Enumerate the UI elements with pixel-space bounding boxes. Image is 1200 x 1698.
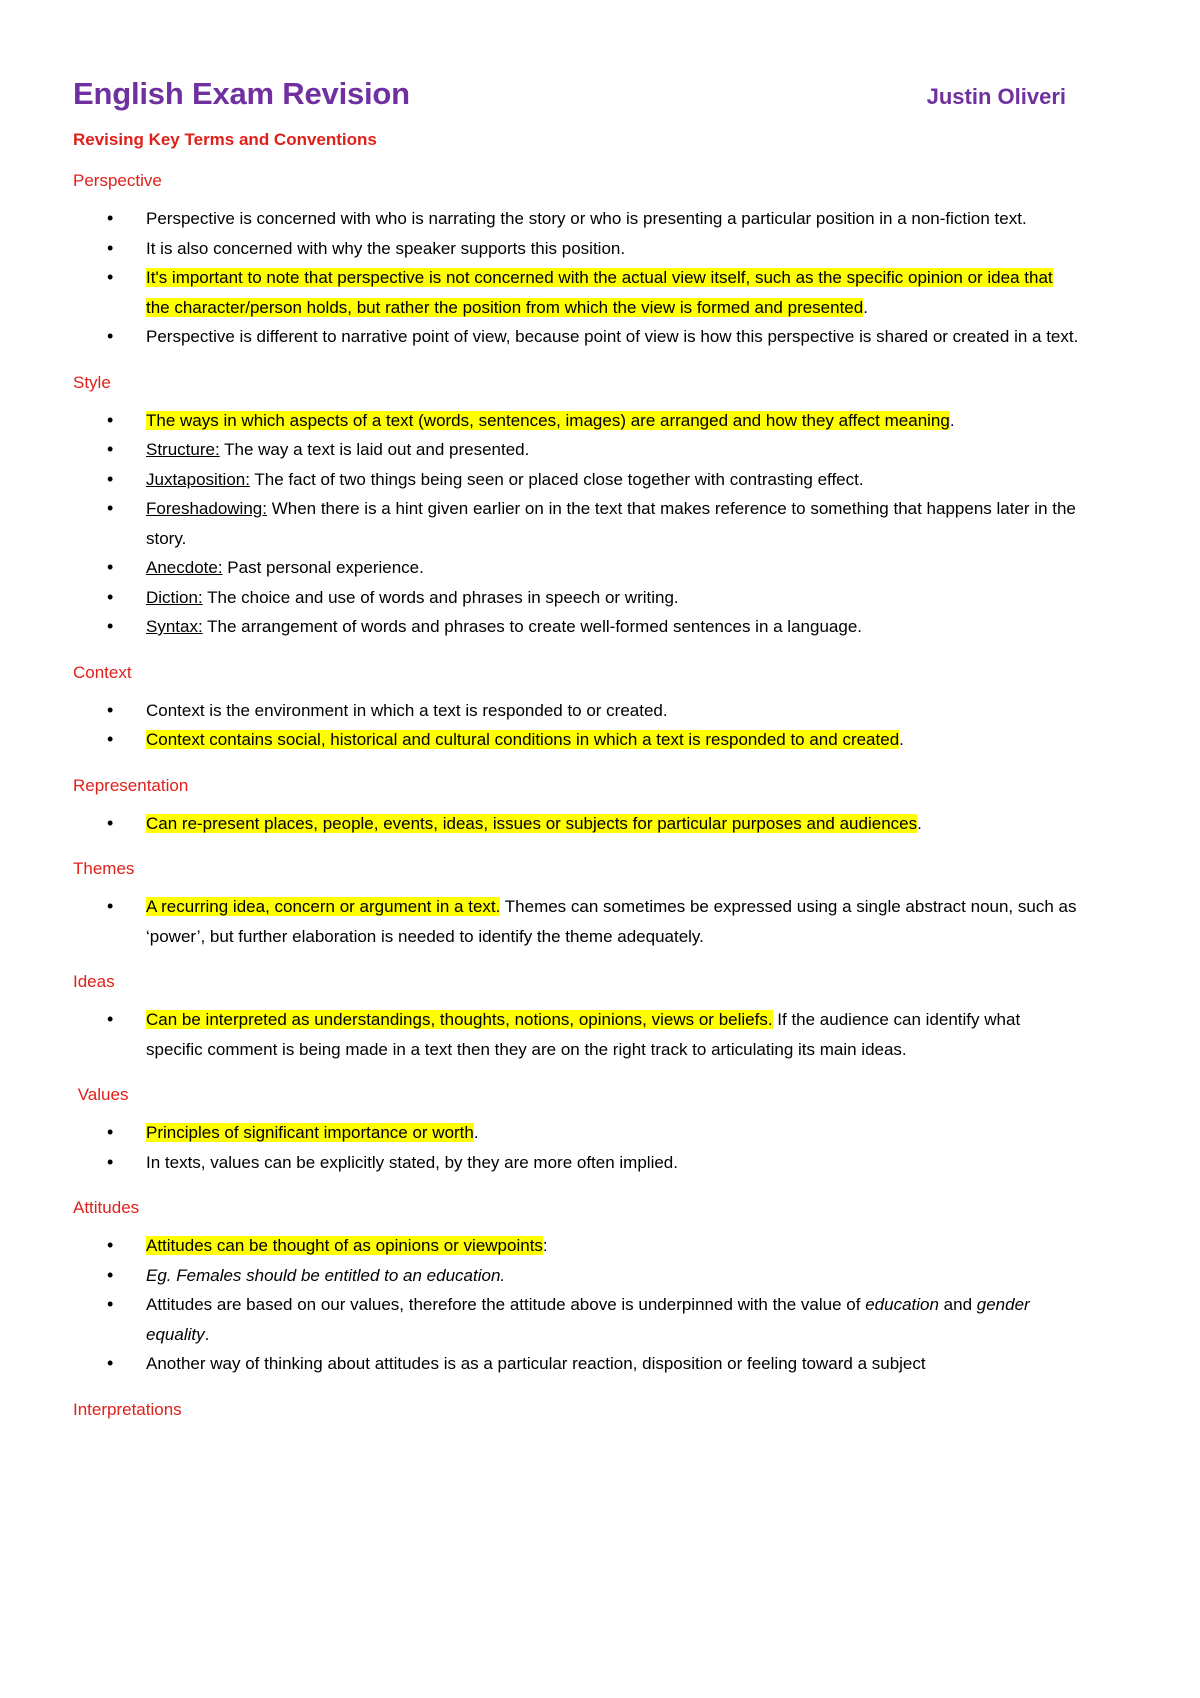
list-item [146, 1118, 1080, 1148]
heading-style: Style [73, 372, 111, 392]
list-item [146, 435, 1080, 465]
bullet-text: . [473, 1123, 479, 1142]
context-list [73, 696, 1080, 755]
term-label: Structure: [146, 440, 220, 459]
list-item [146, 263, 1080, 322]
term-definition: When there is a hint given earlier on in the text that makes reference to something that happens later in the story. [146, 499, 1076, 548]
bullet-text: Themes can sometimes be expressed using a single abstract noun, such as ‘power’, but further elaboration is needed to identify the theme adequately. [146, 897, 1077, 946]
values-list [73, 1118, 1080, 1177]
document-title: English Exam Revision [73, 76, 410, 111]
list-item [146, 1231, 1080, 1261]
bullet-text: . [204, 1324, 210, 1344]
bullet-text: Perspective is concerned with who is narrating the story or who is presenting a particular position in a non-fiction text. [146, 209, 1027, 228]
bullet-text: In texts, values can be explicitly stated, by they are more often implied. [146, 1152, 678, 1172]
term-definition: The arrangement of words and phrases to create well-formed sentences in a language. [202, 617, 862, 636]
list-item [146, 1349, 1080, 1379]
term-definition: The choice and use of words and phrases in speech or writing. [202, 587, 679, 607]
bullet-text: . [899, 730, 904, 749]
list-item [146, 553, 1080, 583]
term-label: Juxtaposition: [146, 469, 250, 489]
heading-interpretations: Interpretations [73, 1399, 182, 1419]
author-name: Justin Oliveri [926, 84, 1066, 109]
list-item [146, 892, 1080, 951]
list-item [146, 204, 1080, 234]
bullet-text: Another way of thinking about attitudes is as a particular reaction, disposition or feeling toward a subject [146, 1354, 926, 1373]
list-item [146, 809, 1080, 839]
term-label: Diction: [146, 587, 203, 607]
bullet-text: It is also concerned with why the speaker supports this position. [146, 238, 626, 258]
bullet-text: If the audience can identify what specific comment is being made in a text then they are on the right track to articulating its main ideas. [146, 1010, 1021, 1059]
term-label: Foreshadowing: [146, 499, 267, 518]
highlighted-text: Principles of significant importance or worth [146, 1123, 474, 1142]
list-item [146, 583, 1080, 613]
document-subtitle: Revising Key Terms and Conventions [73, 130, 377, 149]
bullet-text: Perspective is different to narrative point of view, because point of view is how this perspective is shared or created in a text. [146, 327, 1079, 346]
themes-list [73, 892, 1080, 951]
document-header [73, 76, 1080, 120]
bullet-text: . [949, 410, 955, 430]
bullet-text: : [542, 1236, 548, 1255]
heading-values [73, 1082, 1080, 1108]
list-item [146, 1005, 1080, 1064]
highlighted-text: The ways in which aspects of a text (words, sentences, images) are arranged and how they affect meaning [146, 410, 950, 430]
highlighted-text: Context contains social, historical and cultural conditions in which a text is responded to and created [146, 730, 900, 749]
heading-attitudes: Attitudes [73, 1198, 140, 1217]
heading-values-text: Values [73, 1085, 129, 1104]
representation-list [73, 809, 1080, 839]
highlighted-text: Can be interpreted as understandings, thoughts, notions, opinions, views or beliefs. [146, 1010, 773, 1029]
ideas-list [73, 1005, 1080, 1064]
perspective-list [73, 204, 1080, 352]
bullet-text: and [938, 1295, 977, 1314]
highlighted-text: It's important to note that perspective is not concerned with the actual view itself, such as the specific opinion or idea that the character/person holds, but rather the position from which the view is formed and presented [146, 268, 1053, 317]
bullet-text: Attitudes are based on our values, therefore the attitude above is underpinned with the value of [146, 1295, 866, 1314]
heading-context: Context [73, 662, 132, 682]
heading-representation: Representation [73, 775, 189, 795]
term-label: Anecdote: [146, 558, 223, 577]
attitudes-list [73, 1231, 1080, 1379]
term-definition: Past personal experience. [222, 558, 424, 577]
list-item [146, 725, 1080, 755]
term-label: Syntax: [146, 617, 203, 636]
list-item [146, 1261, 1080, 1291]
emphasis-text: education [865, 1295, 939, 1314]
list-item [146, 406, 1080, 436]
style-list [73, 406, 1080, 642]
emphasis-text: gender equality [146, 1295, 1030, 1344]
list-item [146, 696, 1080, 726]
term-definition: The fact of two things being seen or placed close together with contrasting effect. [249, 469, 864, 489]
list-item [146, 465, 1080, 495]
bullet-text: . [863, 297, 868, 317]
highlighted-text: Can re-present places, people, events, ideas, issues or subjects for particular purposes and audiences [146, 813, 918, 833]
term-definition: The way a text is laid out and presented. [219, 440, 530, 459]
list-item [146, 494, 1080, 553]
highlighted-text: A recurring idea, concern or argument in a text. [146, 897, 501, 916]
list-item [146, 1290, 1080, 1349]
bullet-text: . [917, 813, 922, 833]
list-item [146, 322, 1080, 352]
list-item [146, 612, 1080, 642]
bullet-text: Context is the environment in which a text is responded to or created. [146, 700, 668, 720]
heading-ideas: Ideas [73, 972, 115, 991]
list-item [146, 1148, 1080, 1178]
heading-perspective: Perspective [73, 171, 162, 190]
example-text: Eg. Females should be entitled to an education. [146, 1265, 506, 1285]
list-item [146, 234, 1080, 264]
heading-themes: Themes [73, 859, 135, 878]
highlighted-text: Attitudes can be thought of as opinions or viewpoints [146, 1236, 543, 1255]
